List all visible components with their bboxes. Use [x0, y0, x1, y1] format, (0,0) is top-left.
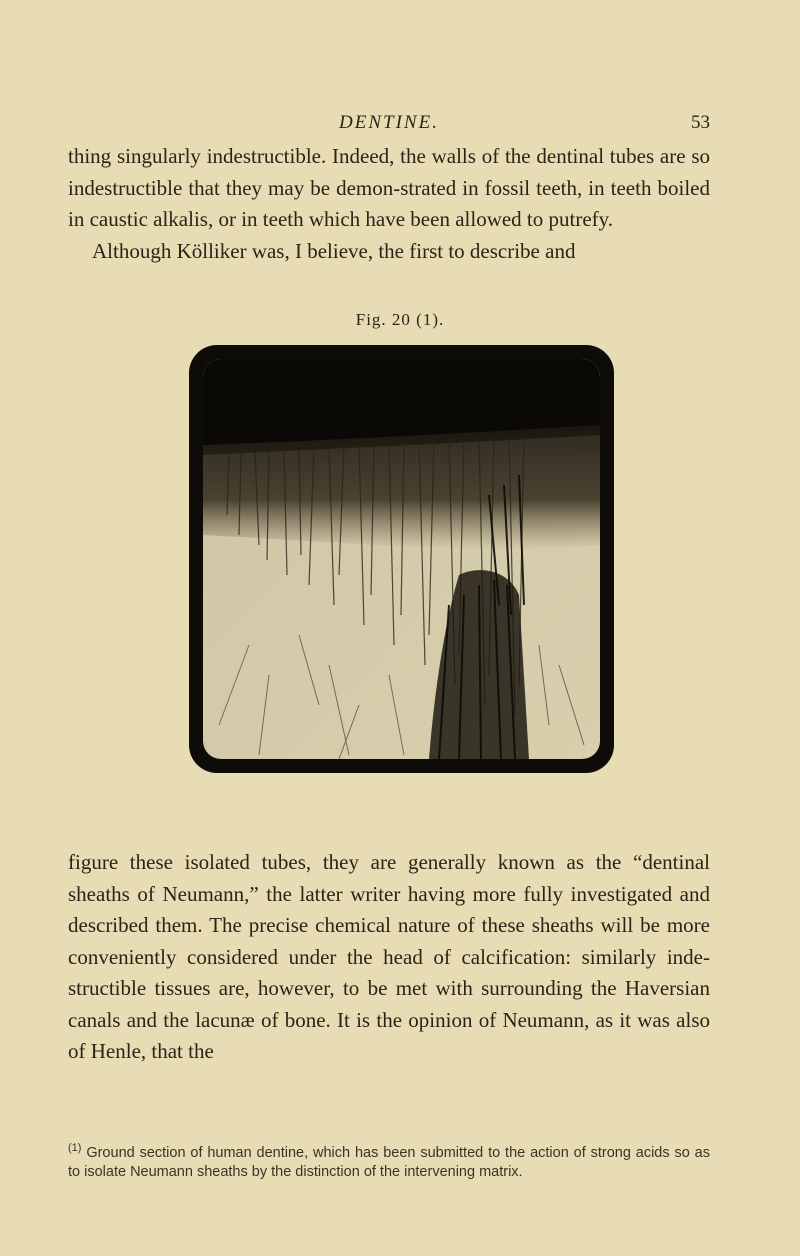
- paragraph-2: Although Kölliker was, I believe, the first to describe and: [92, 238, 576, 263]
- page-number: 53: [691, 112, 710, 133]
- paragraph-3: figure these isolated tubes, they are generally known as the “dentinal sheaths of Neumann,” the latter writer having more fully investigated and described them. The precise chemical nature of these sheaths will be more conveniently considered under the head of calcification: similarly inde-structible tissues are, however, to be met with surrounding the Haversian canals and the lacunæ of bone. It is the opinion of Neumann, as it was also of Henle, that the: [68, 850, 710, 1063]
- bottom-text-block: [68, 847, 710, 1068]
- running-title: DENTINE.: [339, 112, 439, 133]
- footnote-text: Ground section of human dentine, which has been submitted to the action of strong acids so as to isolate Neumann sheaths by the distinction of the intervening matrix.: [68, 1144, 710, 1180]
- footnote-mark: (1): [68, 1142, 82, 1154]
- figure-footnote-ref: (1).: [416, 310, 445, 329]
- page-header: [68, 106, 710, 136]
- figure-label: Fig. 20: [355, 310, 411, 329]
- top-text-block: [68, 141, 710, 267]
- micrograph-figure: [189, 345, 614, 773]
- micrograph-image: [203, 359, 600, 759]
- footnote: [68, 1139, 710, 1182]
- paragraph-1: thing singularly indestructible. Indeed, the walls of the dentinal tubes are so indestructible that they may be demon-strated in fossil teeth, in teeth boiled in caustic alkalis, or in teeth which have been allowed to putrefy.: [68, 144, 710, 231]
- figure-caption: [0, 310, 800, 330]
